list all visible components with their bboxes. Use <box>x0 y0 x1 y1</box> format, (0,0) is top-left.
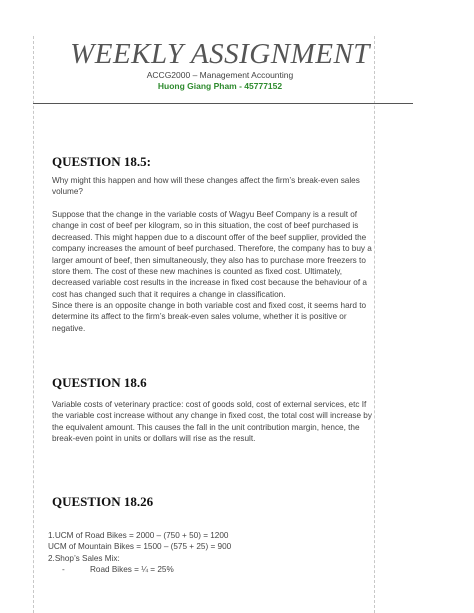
course-name: ACCG2000 – Management Accounting <box>146 70 294 80</box>
question-18-5-heading: QUESTION 18.5: <box>52 154 151 169</box>
question-18-5-prompt: Why might this happen and how will these changes affect the firm’s break-even sales volume? <box>52 176 360 197</box>
question-18-5-answer-paragraph-1: Suppose that the change in the variable costs of Wagyu Beef Company is a result of change in cost of beef per kilogram, so in this situation, the cost of beef purchased is decreased. This might happen due to a discount offer of the beef supplier, provided the company increases the amount of beef purchased. Therefore, the company has to buy a larger amount of beef, then simultaneously, they also has to purchase more freezers to store them. The cost of these new machines is counted as fixed cost. Ultimately, decreased variable cost results in the increase in fixed cost because the behaviour of a cost has changed such that it requires a change in classification. <box>52 210 372 299</box>
header-divider <box>33 103 413 104</box>
right-dashed-border <box>374 36 375 613</box>
left-dashed-border <box>33 36 34 613</box>
calc-line: 2.Shop’s Sales Mix: <box>48 553 120 563</box>
question-18-6-heading: QUESTION 18.6 <box>52 375 147 390</box>
calc-line: UCM of Mountain Bikes = 1500 – (575 + 25) = 900 <box>48 542 232 552</box>
student-name: Huong Giang Pham - 45777152 <box>157 81 283 91</box>
question-18-6-answer: Variable costs of veterinary practice: cost of goods sold, cost of external services, etc If the variable cost increase without any change in fixed cost, the total cost will increase by the equivalent amount. This causes the fall in the unit contribution margin, hence, the break-even point in units or dollars will rise as the result. <box>52 400 372 444</box>
bullet-dash: - <box>62 565 65 575</box>
question-18-26-heading: QUESTION 18.26 <box>52 494 154 509</box>
document-title: WEEKLY ASSIGNMENT <box>70 38 370 70</box>
sales-mix-bullet <box>48 564 368 575</box>
sales-mix-road-bikes: Road Bikes = ¼ = 25% <box>90 565 174 575</box>
calc-line: 1.UCM of Road Bikes = 2000 – (750 + 50) = 1200 <box>48 531 229 540</box>
question-18-26-calculations <box>48 530 368 576</box>
question-18-5-answer-paragraph-2: Since there is an opposite change in both variable cost and fixed cost, it seems hard to determine its affect to the firm’s break-even sales volume, whether it is positive or negative. <box>52 301 367 333</box>
